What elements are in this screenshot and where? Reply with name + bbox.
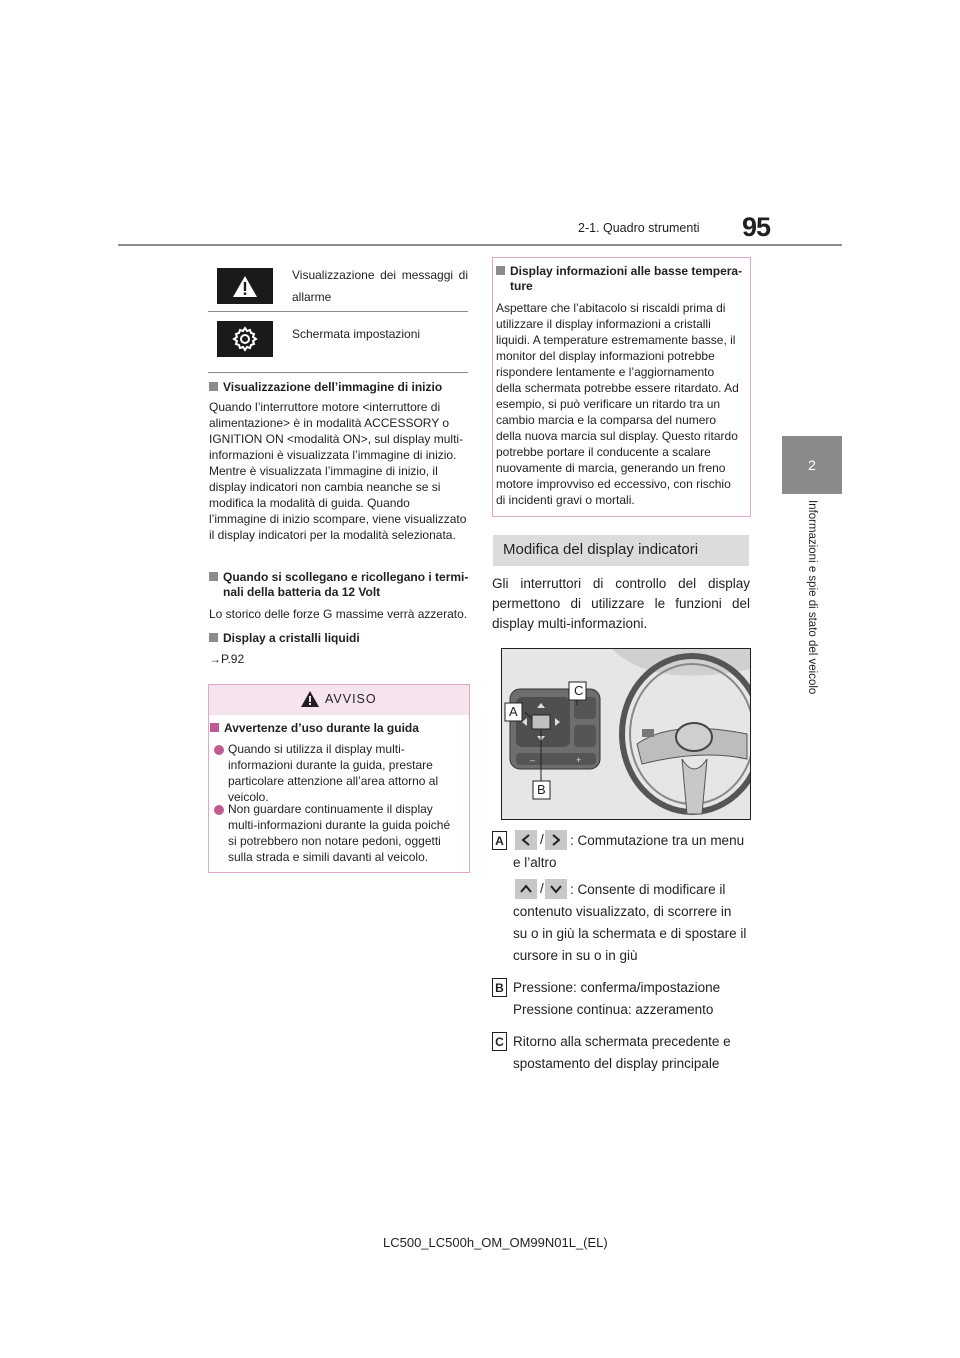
label-a: A [492,831,507,850]
modifica-intro: Gli interruttori di controllo del display permettono di utilizzare le funzioni del display multi-informazioni. [492,576,750,631]
footer-code: LC500_LC500h_OM_OM99N01L_(EL) [383,1235,608,1250]
chapter-title-text: Informazioni e spie di stato del veicolo [806,500,818,695]
item-b-text: Pressione: conferma/impostazione Pressione continua: azzeramento [513,980,721,1017]
modifica-heading: Modifica del display indicatori [493,535,749,566]
figure-label-c: C [574,683,584,698]
icon-label-settings: Schermata impostazioni [292,327,421,341]
gear-icon [217,321,273,357]
item-a-text-2: : Consente di modificare il contenuto visualizzato, di scorrere in su o in giù la schermata e di spostare il cursore in su o in giù [513,882,747,963]
section-lcd-title: Display a cristalli liquidi [209,631,360,646]
svg-text:–: – [530,755,536,765]
section-battery-title: Quando si scollegano e ricollegano i termi- nali della batteria da 12 Volt [209,570,468,600]
steering-wheel-illustration [501,648,751,820]
section-title: 2-1. Quadro strumenti [578,221,700,235]
label-b: B [492,978,507,997]
warning-triangle-icon [301,691,319,707]
low-temp-box [492,257,751,517]
slash-a2: / [540,881,544,896]
table-bottom-rule [208,372,468,373]
table-divider [208,311,468,312]
header-rule [118,244,842,246]
section-lcd-ref: →P.92 [209,652,245,666]
warning-header [209,685,469,715]
bullet-icon [214,745,224,755]
warning-subtitle: Avvertenze d’uso durante la guida [210,721,419,736]
slash-a: / [540,832,544,847]
section-startup-image-text: Quando l’interruttore motore <interruttore di alimentazione> è in modalità ACCESSORY o IGNITION ON <modalità ON>, sul display multi-informazioni è visualizzata l’immagine di inizio. Mentre è visualizzata l’immagine di inizio, il display indicatori non cambia neanche se si modifica la modalità di guida. Quando l’immagine di inizio scompare, viene visualizzato il display indicatori per la modalità selezionata. [209,400,467,542]
label-c: C [492,1032,507,1051]
item-a-text-1: : Commutazione tra un menu e l’altro [513,833,745,870]
section-startup-image-title: Visualizzazione dell’immagine di inizio [209,380,442,395]
low-temp-title: Display informazioni alle basse tempera- ture [496,264,742,294]
item-c-text: Ritorno alla schermata precedente e spostamento del display principale [513,1034,731,1071]
warning-triangle-icon [217,268,273,304]
low-temp-text: Aspettare che l’abitacolo si riscaldi prima di utilizzare il display informazioni a cristalli liquidi. A temperature estremamente basse, il monitor del display informazioni potrebbe rispondere lentamente e l’aggiornamento della schermata potrebbe essere ritardato. Ad esempio, si può verificare un ritardo tra un cambio marcia e la comparsa del numero della nuova marcia sul display. Questo ritardo potrebbe portare il conducente a scalare nuovamente di marcia, generando un freno motore improvviso ed eccessivo, con rischio di incidenti gravi o mortali. [496,301,739,507]
figure-label-b: B [537,782,546,797]
section-battery-text: Lo storico delle forze G massime verrà azzerato. [209,607,468,621]
page-number: 95 [742,212,771,242]
svg-text:+: + [576,755,582,765]
chapter-tab: 2 [782,436,842,494]
warning-box [208,684,470,873]
figure-label-a: A [509,704,518,719]
bullet-icon [214,805,224,815]
warning-bullet-1: Quando si utilizza il display multi-informazioni durante la guida, prestare particolare attenzione all’area attorno al veicolo. [228,742,439,804]
warning-bullet-2: Non guardare continuamente il display multi-informazioni durante la guida poiché si potrebbero non notare pedoni, oggetti sulla strada e simili davanti al veicolo. [228,802,451,864]
chapter-side-title [782,500,842,740]
icon-label-warning: Visualizzazione dei messaggi di allarme [292,268,468,304]
warning-title: AVVISO [325,692,377,706]
